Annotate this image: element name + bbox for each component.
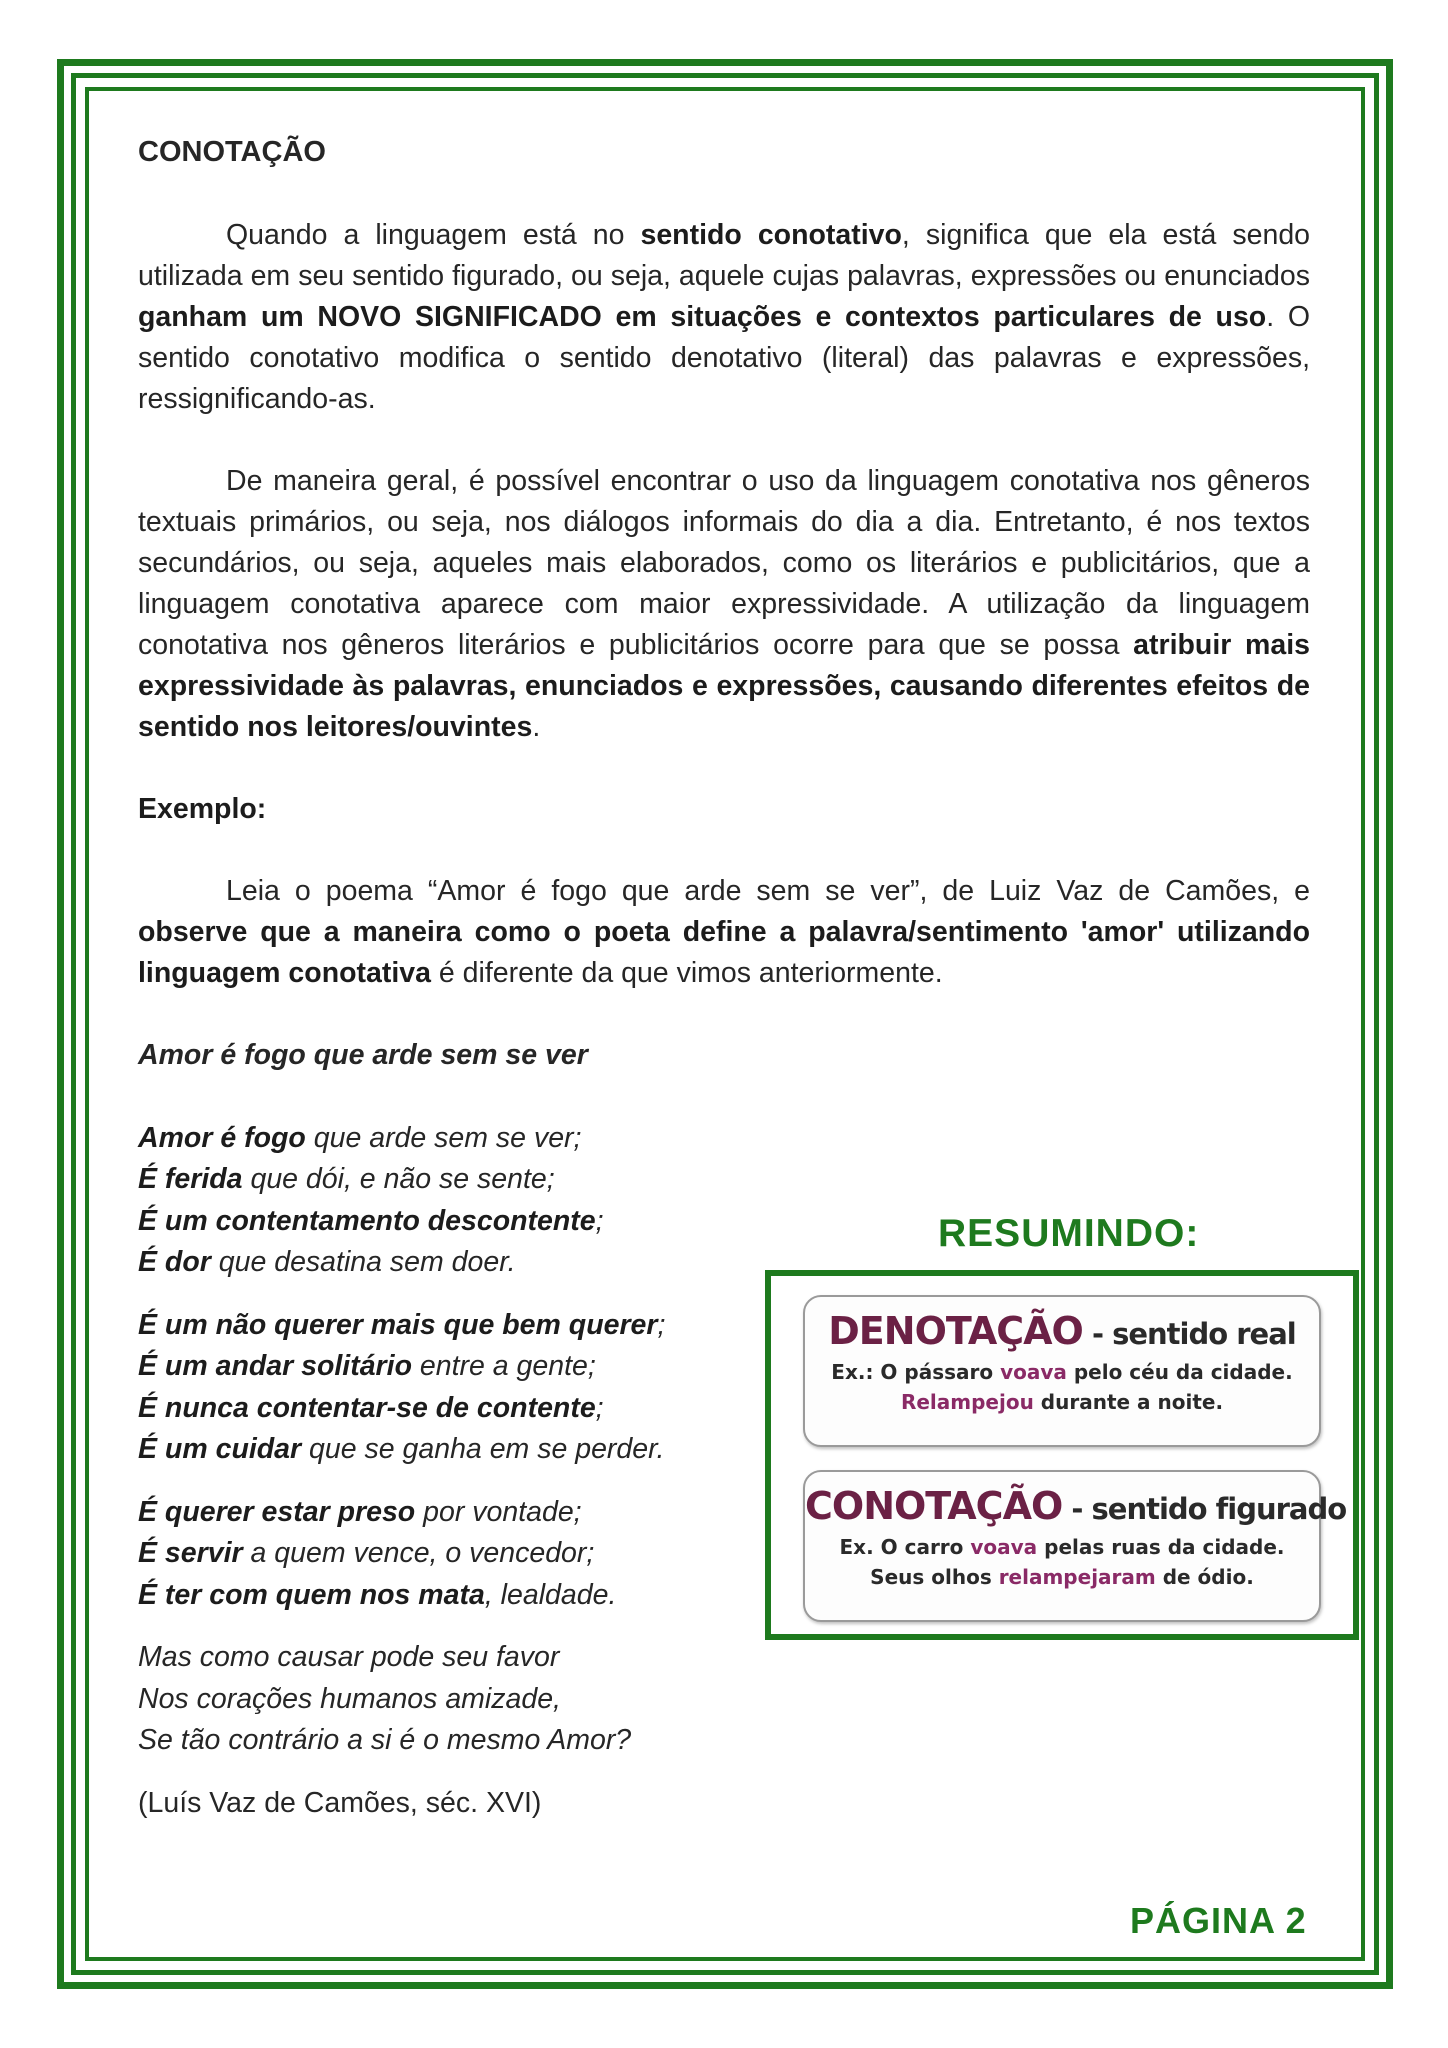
highlight-word: relampejaram	[998, 1565, 1156, 1589]
connotation-example-1	[805, 1532, 1319, 1562]
bold-span: ganham um NOVO SIGNIFICADO em situações e contextos particulares de uso	[138, 301, 1267, 333]
poem-credit: (Luís Vaz de Camões, séc. XVI)	[138, 1786, 542, 1819]
poem-stanza-4	[138, 1637, 758, 1762]
bold-span: É dor	[138, 1246, 211, 1278]
bold-span: É um andar solitário	[138, 1350, 412, 1382]
text-span: Leia o poema “Amor é fogo que arde sem se ver”, de Luiz Vaz de Camões, e	[226, 875, 1310, 907]
text-span: ;	[595, 1391, 604, 1424]
bold-span: É ferida	[138, 1163, 243, 1195]
text-span: , significa que ela está sendo utilizada em seu sentido figurado, ou seja, aquele cujas palavras, expressões ou enunciados	[138, 219, 1311, 292]
text-span: Ex. O carro	[839, 1535, 971, 1559]
poem-stanza-2	[138, 1305, 758, 1471]
text-span: De maneira geral, é possível encontrar o uso da linguagem conotativa nos gêneros textuais primários, ou seja, nos diálogos informais do dia a dia. Entretanto, é nos textos secundários, ou seja, aqueles mais elaborados, como os literários e publicitários, que a linguagem conotativa aparece com maior expressividade. A utilização da linguagem conotativa nos gêneros literários e publicitários ocorre para que se possa	[138, 465, 1310, 661]
bold-span: É ter com quem nos mata	[138, 1578, 485, 1611]
text-span: , lealdade.	[484, 1578, 617, 1611]
connotation-sense: - sentido figurado	[1062, 1492, 1347, 1526]
denotation-term: DENOTAÇÃO	[828, 1309, 1083, 1353]
poem-line: Mas como causar pode seu favor	[138, 1641, 560, 1673]
text-span: ;	[657, 1308, 666, 1341]
highlight-word: voava	[970, 1535, 1038, 1559]
paragraph-example-intro	[138, 871, 1310, 994]
text-span: . O sentido conotativo modifica o sentido denotativo (literal) das palavras e expressões, ressignificando-as.	[138, 301, 1310, 415]
text-span: que dói, e não se sente;	[242, 1163, 555, 1195]
bold-span: atribuir mais expressividade às palavras, enunciados e expressões, causando diferentes efeitos de sentido nos leitores/ouvintes	[138, 629, 1310, 743]
bold-span: É um não querer mais que bem querer	[138, 1308, 658, 1341]
bold-span: É um cuidar	[138, 1433, 302, 1465]
text-span: Seus olhos	[870, 1565, 999, 1589]
bold-span: observe que a maneira como o poeta define a palavra/sentimento 'amor' utilizando linguagem conotativa	[138, 916, 1310, 989]
text-span: por vontade;	[415, 1495, 582, 1528]
poem-title: Amor é fogo que arde sem se ver	[138, 1039, 588, 1071]
text-span: Ex.: O pássaro	[831, 1360, 1001, 1384]
section-title: CONOTAÇÃO	[138, 136, 326, 168]
text-span: ;	[595, 1204, 604, 1237]
text-span: pelo céu da cidade.	[1066, 1360, 1293, 1384]
poem-line	[138, 1242, 758, 1284]
poem-line	[138, 1201, 758, 1243]
denotation-example-2	[805, 1387, 1319, 1417]
connotation-card	[803, 1470, 1347, 1622]
bold-span: É servir	[138, 1537, 243, 1569]
bold-span: É um contentamento descontente	[138, 1204, 596, 1237]
poem-stanza-3	[138, 1492, 758, 1617]
bold-span: É querer estar preso	[138, 1495, 416, 1528]
denotation-example-1	[805, 1357, 1319, 1387]
denotation-sense: - sentido real	[1082, 1317, 1296, 1351]
bold-span: Amor é fogo	[138, 1121, 306, 1154]
example-label-text: Exemplo:	[138, 793, 267, 825]
example-label	[138, 789, 1310, 830]
text-span: é diferente da que vimos anteriormente.	[430, 957, 943, 989]
poem-line	[138, 1346, 758, 1388]
poem-line	[138, 1492, 758, 1534]
summary-box	[765, 1270, 1359, 1640]
summary-title: RESUMINDO:	[938, 1212, 1200, 1255]
poem-line: Se tão contrário a si é o mesmo Amor?	[138, 1724, 632, 1756]
poem-line	[138, 1118, 758, 1160]
text-span: de ódio.	[1155, 1565, 1254, 1589]
denotation-card	[803, 1295, 1321, 1447]
poem-line: Nos corações humanos amizade,	[138, 1682, 561, 1715]
highlight-word: Relampejou	[900, 1390, 1034, 1414]
poem	[138, 1035, 758, 1824]
card-heading	[805, 1309, 1319, 1353]
connotation-term: CONOTAÇÃO	[805, 1484, 1063, 1528]
paragraph-definition	[138, 215, 1310, 420]
poem-line	[138, 1159, 758, 1201]
text-span: .	[532, 711, 541, 743]
text-span: durante a noite.	[1033, 1390, 1224, 1414]
text-span: Quando a linguagem está no	[226, 219, 641, 251]
bold-span: É nunca contentar-se de contente	[138, 1391, 596, 1424]
paragraph-usage	[138, 461, 1310, 748]
text-span: a quem vence, o vencedor;	[242, 1537, 595, 1569]
text-span: que se ganha em se perder.	[301, 1433, 665, 1465]
poem-line	[138, 1388, 758, 1430]
poem-line	[138, 1429, 758, 1471]
text-span: pelas ruas da cidade.	[1037, 1535, 1285, 1559]
text-span: entre a gente;	[411, 1350, 596, 1382]
page-number: PÁGINA 2	[1130, 1900, 1307, 1941]
poem-line	[138, 1305, 758, 1347]
bold-span: sentido conotativo	[640, 219, 902, 251]
connotation-example-2	[805, 1562, 1319, 1592]
highlight-word: voava	[1000, 1360, 1067, 1384]
text-span: que desatina sem doer.	[210, 1246, 516, 1278]
poem-line	[138, 1575, 758, 1617]
poem-stanza-1	[138, 1118, 758, 1284]
poem-line	[138, 1533, 758, 1575]
text-span: que arde sem se ver;	[305, 1121, 582, 1154]
card-heading	[805, 1484, 1347, 1528]
